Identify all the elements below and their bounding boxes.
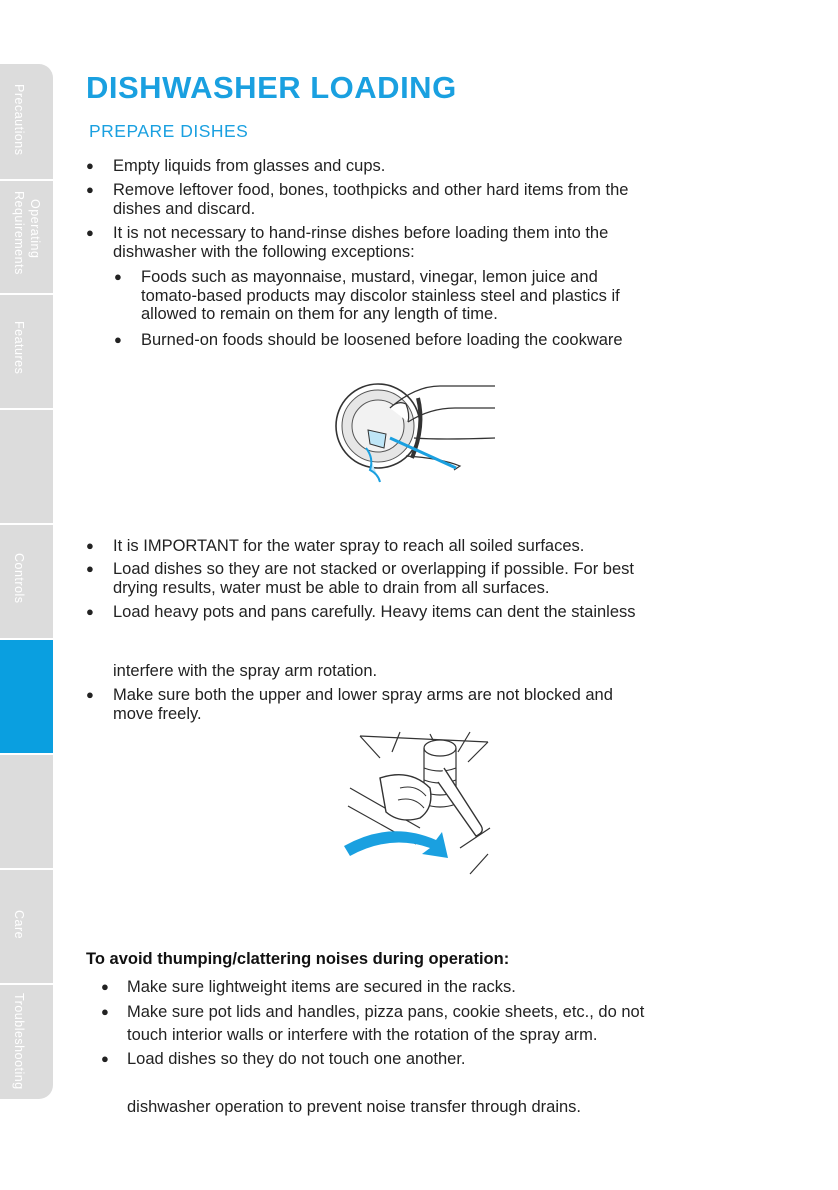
prepare-bullet-1: Empty liquids from glasses and cups. (113, 157, 386, 175)
bullet-marker: ● (101, 979, 109, 994)
bullet-marker: ● (86, 604, 94, 619)
bullet-marker: ● (86, 225, 94, 240)
prepare-bullet-2-line-2: dishes and discard. (113, 200, 256, 218)
prepare-bullet-3-line-2: dishwasher with the following exceptions: (113, 243, 415, 261)
loading-bullet-1: It is IMPORTANT for the water spray to reach all soiled surfaces. (113, 537, 585, 555)
loading-bullet-3: Load heavy pots and pans carefully. Heavy items can dent the stainless (113, 603, 636, 621)
bullet-marker: ● (101, 1051, 109, 1066)
noise-bullet-4-continued: dishwasher operation to prevent noise transfer through drains. (127, 1098, 582, 1116)
scraping-plate-illustration (330, 378, 500, 488)
loading-bullet-2-line-2: drying results, water must be able to drain from all surfaces. (113, 579, 550, 597)
bullet-marker: ● (86, 538, 94, 553)
tab-label-care: Care (12, 910, 26, 940)
tab-active-section[interactable] (0, 640, 53, 755)
section-heading-prepare-dishes: PREPARE DISHES (89, 121, 249, 141)
tab-features[interactable] (0, 295, 53, 410)
loading-bullet-2-line-1: Load dishes so they are not stacked or overlapping if possible. For best (113, 560, 634, 578)
bullet-marker: ● (86, 182, 94, 197)
prepare-bullet-2-line-1: Remove leftover food, bones, toothpicks and other hard items from the (113, 181, 629, 199)
loading-bullet-4-line-1: Make sure both the upper and lower spray arms are not blocked and (113, 686, 613, 704)
noise-bullet-2-line-2: touch interior walls or interfere with the rotation of the spray arm. (127, 1026, 598, 1044)
noise-bullet-1: Make sure lightweight items are secured in the racks. (127, 978, 516, 996)
sub-bullet-marker: ● (114, 269, 122, 284)
loading-bullet-4-line-2: move freely. (113, 705, 202, 723)
tab-label-controls: Controls (12, 553, 26, 604)
sub-bullet-marker: ● (114, 332, 122, 347)
prepare-sub-bullet-1-line-2: tomato-based products may discolor stainless steel and plastics if (141, 287, 620, 305)
noise-bullet-3: Load dishes so they do not touch one another. (127, 1050, 466, 1068)
tab-operating-requirements[interactable] (0, 181, 53, 295)
loading-bullet-3-continued: interfere with the spray arm rotation. (113, 662, 378, 680)
prepare-sub-bullet-2: Burned-on foods should be loosened before loading the cookware (141, 331, 623, 349)
tab-label-requirements: Requirements (12, 191, 26, 275)
tab-blank-2[interactable] (0, 755, 53, 870)
prepare-bullet-3-line-1: It is not necessary to hand-rinse dishes before loading them into the (113, 224, 609, 242)
bullet-marker: ● (86, 561, 94, 576)
side-tab-navigation (0, 64, 53, 1099)
tab-care[interactable] (0, 870, 53, 985)
tab-troubleshooting[interactable] (0, 985, 53, 1099)
bullet-marker: ● (86, 158, 94, 173)
tab-label-precautions: Precautions (12, 84, 26, 156)
prepare-sub-bullet-1-line-3: allowed to remain on them for any length of time. (141, 305, 498, 323)
tab-label-features: Features (12, 321, 26, 375)
noise-bullet-2-line-1: Make sure pot lids and handles, pizza pans, cookie sheets, etc., do not (127, 1003, 645, 1021)
bullet-marker: ● (86, 687, 94, 702)
tab-controls[interactable] (0, 525, 53, 640)
tab-label-operating: Operating (28, 199, 42, 259)
noise-heading: To avoid thumping/clattering noises during operation: (86, 950, 510, 968)
prepare-sub-bullet-1-line-1: Foods such as mayonnaise, mustard, vinegar, lemon juice and (141, 268, 598, 286)
spray-arm-rotation-illustration (340, 728, 495, 878)
tab-blank-1[interactable] (0, 410, 53, 525)
page-title: DISHWASHER LOADING (86, 70, 457, 105)
tab-label-troubleshooting: Troubleshooting (12, 993, 26, 1090)
bullet-marker: ● (101, 1004, 109, 1019)
tab-precautions[interactable] (0, 64, 53, 181)
